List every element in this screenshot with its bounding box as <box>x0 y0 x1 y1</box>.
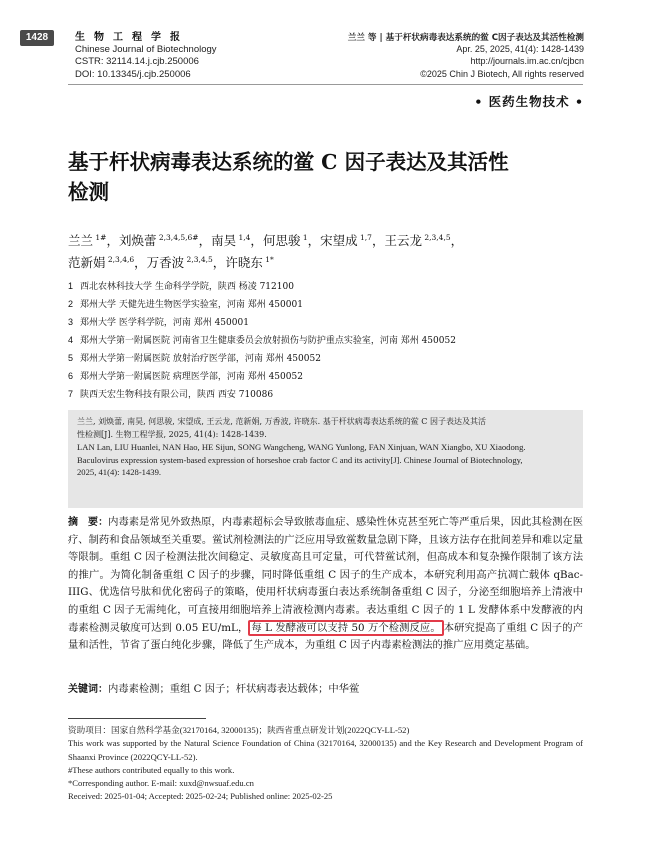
author <box>147 255 213 270</box>
author-name: 宋望成 <box>320 233 358 249</box>
author-name: 万香波 <box>146 255 185 271</box>
author <box>320 233 372 248</box>
author <box>384 233 450 248</box>
citation-box <box>68 410 583 508</box>
page-number: 1428 <box>20 30 54 46</box>
abstract <box>68 514 583 655</box>
author-affiliation-marker: 1,7 <box>357 233 372 242</box>
issue-info: Apr. 25, 2025, 41(4): 1428-1439 <box>456 44 584 54</box>
author-affiliation-marker: 2,3,4,5 <box>184 255 213 264</box>
citation-en: Baculovirus expression system-based expression of horseshoe crab factor C and its activity[J]. Chinese Journal of Biotechnology, <box>77 454 523 465</box>
keywords-text: 内毒素检测；重组 C 因子；杆状病毒表达载体；中华鲎 <box>108 683 360 695</box>
highlighted-sentence: 每 L 发酵液可以支持 50 万个检测反应。 <box>248 620 443 636</box>
section-tag: • 医药生物技术 • <box>474 94 584 109</box>
author-name: 何思骏 <box>262 233 301 249</box>
author-name: 范新娟 <box>68 255 106 271</box>
affiliation: 5 郑州大学第一附属医院 放射治疗医学部，河南 郑州 450052 <box>68 353 321 364</box>
abstract-label: 摘 要： <box>68 517 109 528</box>
article-title-line-1: 基于杆状病毒表达系统的鲎 C 因子表达及其活性 <box>68 150 509 174</box>
affiliation: 3 郑州大学 医学科学院，河南 郑州 450001 <box>68 317 249 328</box>
doi: DOI: 10.13345/j.cjb.250006 <box>75 69 191 80</box>
author <box>225 255 273 270</box>
author-affiliation-marker: 2,3,4,6 <box>105 255 135 264</box>
citation-cn: 性检测[J]. 生物工程学报, 2025, 41(4): 1428-1439. <box>77 429 267 439</box>
keywords-label: 关键词： <box>68 684 108 695</box>
received-dates: Received: 2025-01-04; Accepted: 2025-02-24; Published online: 2025-02-25 <box>68 791 333 802</box>
article-title-line-2: 检测 <box>68 180 109 204</box>
author-affiliation-marker: 1# <box>93 233 107 242</box>
abstract-text-end: 本研究提高了重组 C 因子的产量和活性，节省了蛋白纯化步骤，降低了生产成本，为重组 C 因子内毒素检测法的推广应用奠定基础。 <box>68 621 583 652</box>
abstract-text: 内毒素是常见外致热原，内毒素超标会导致脓毒血症、感染性休克甚至死亡等严重后果，因此其检测在医疗、制药和食品领域至关重要。鲎试剂检测法的广泛应用导致鲎数量急剧下降，且该方法存在批间差异和难以定量等限制。重组 C 因子检测法批次间稳定、灵敏度高且可定量，可代替鲎试剂，但高成本和复杂操作限制了该方法的推广。为简化制备重组 C 因子的步骤，同时降低重组 C 因子的生产成本，本研究利用高产抗凋亡载体 qBac-IIIG、优选信号肽和优化密码子的策略，使用杆状病毒蛋白表达系统制备重组 C 因子，分泌至细胞培养上清液中的重组 C 因子无需纯化，可直接用细胞培养上清液检测内毒素。表达重组 C 因子的 1 L 发酵体系中发酵液的内毒素检测灵敏度可达到 0.05 EU/mL， <box>68 516 584 634</box>
affiliation: 6 郑州大学第一附属医院 病理医学部，河南 郑州 450052 <box>68 371 303 382</box>
citation-en: 2025, 41(4): 1428-1439. <box>77 467 162 477</box>
author-affiliation-marker: 1* <box>262 255 274 264</box>
authors-line-1: 兰兰 $^{1\#}$，刘焕蕾 $^{2,3,4,5,6\#}$，南昊 $^{1,4}$，何思骏 $^1$，宋望成 $^{1,7}$，王云龙 $^{2,3,4,5}$， <box>68 233 464 249</box>
affiliation: 2 郑州大学 天健先进生物医学实验室，河南 郑州 450001 <box>68 299 303 310</box>
author <box>119 233 199 248</box>
citation-en: LAN Lan, LIU Huanlei, NAN Hao, HE Sijun, SONG Wangcheng, WANG Yunlong, FAN Xinjuan, WAN Xiangbo, XU Xiaodong. <box>77 442 526 452</box>
authors-line-2: 范新娟 $^{2,3,4,6}$，万香波 $^{2,3,4,5}$，许晓东 $^{1*}$ <box>68 255 274 271</box>
author <box>68 255 134 270</box>
footnote-rule <box>68 718 206 719</box>
author-name: 南昊 <box>211 233 237 249</box>
author <box>211 233 250 248</box>
author <box>68 233 106 248</box>
journal-name-en: Chinese Journal of Biotechnology <box>75 44 217 55</box>
affiliation: 1 西北农林科技大学 生命科学学院，陕西 杨凌 712100 <box>68 281 294 292</box>
citation-cn: 兰兰, 刘焕蕾, 南昊, 何思骏, 宋望成, 王云龙, 范新娟, 万香波, 许晓东. 基于杆状病毒表达系统的鲎 C 因子表达及其活 <box>77 417 486 426</box>
funding-cn: 资助项目：国家自然科学基金(32170164, 32000135)；陕西省重点研发计划(2022QCY-LL-52) <box>68 725 410 735</box>
author-name: 王云龙 <box>384 233 422 249</box>
author-name: 刘焕蕾 <box>118 233 157 249</box>
funding-en: This work was supported by the Natural Science Foundation of China (32170164, 32000135) and the Key Research and Development Program of Shaanxi Province (2022QCY-LL-52). <box>68 738 583 762</box>
affiliation: 7 陕西天宏生物科技有限公司，陕西 西安 710086 <box>68 389 274 400</box>
article-title <box>68 147 588 207</box>
footnotes <box>68 724 583 804</box>
equal-contribution-note: #These authors contributed equally to this work. <box>68 764 235 775</box>
author-affiliation-marker: 2,3,4,5,6# <box>156 233 199 242</box>
cstr: CSTR: 32114.14.j.cjb.250006 <box>75 56 199 67</box>
keywords <box>68 680 583 695</box>
corresponding-author: *Corresponding author. E-mail: xuxd@nwsuaf.edu.cn <box>68 778 254 789</box>
author-affiliation-marker: 2,3,4,5 <box>421 233 451 242</box>
author-name: 许晓东 <box>225 255 263 271</box>
header-rule <box>68 84 583 85</box>
affiliation: 4 郑州大学第一附属医院 河南省卫生健康委员会放射损伤与防护重点实验室，河南 郑州 450052 <box>68 335 456 346</box>
copyright: ©2025 Chin J Biotech, All rights reserved <box>420 69 584 79</box>
author-affiliation-marker: 1,4 <box>236 233 251 242</box>
author-affiliation-marker: 1 <box>300 233 308 242</box>
author-name: 兰兰 <box>68 233 94 249</box>
journal-url[interactable]: http://journals.im.ac.cn/cjbcn <box>470 56 584 66</box>
journal-name-cn: 生物工程学报 <box>75 32 189 43</box>
author <box>263 233 308 248</box>
running-title: 兰兰 等 | 基于杆状病毒表达系统的鲎 C因子表达及其活性检测 <box>347 33 584 43</box>
